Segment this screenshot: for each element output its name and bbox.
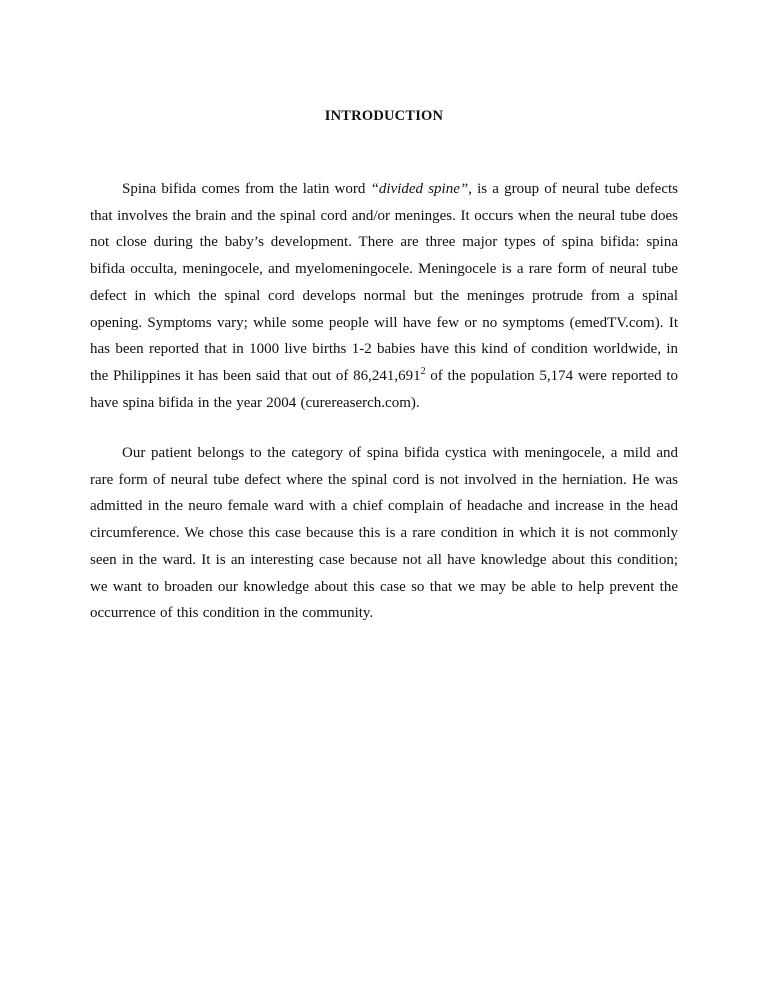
paragraph-intro-tail: of the population 5,174 were reported to have spina bifida in the year 2004 (curereaserch.com). xyxy=(90,367,679,411)
paragraph-intro-lead: Spina bifida comes from the latin word xyxy=(122,181,371,197)
quoted-term: “divided spine”, xyxy=(370,181,472,197)
document-title: INTRODUCTION xyxy=(324,108,444,124)
footnote-superscript: 2 xyxy=(420,365,426,377)
paragraph-intro-body: is a group of neural tube defects that involves the brain and the spinal cord and/or meninges. It occurs when the neural tube does not close during the baby’s development. There are three major types of spina bifida: spina bifida occulta, meningocele, and myelomeningocele. Meningocele is a rare form of neural tube defect in which the spinal cord develops normal but the meninges protrude from a spinal opening. Symptoms vary; while some people will have few or no symptoms (emedTV.com). It has been reported that in 1000 live births 1-2 babies have this kind of condition worldwide, in the Philippines it has been said that out of 86,241,691 xyxy=(90,181,678,384)
paragraph-intro xyxy=(90,176,678,416)
paragraph-patient: Our patient belongs to the category of spina bifida cystica with meningocele, a mild and rare form of neural tube defect where the spinal cord is not involved in the herniation. He was admitted in the neuro female ward with a chief complain of headache and increase in the head circumference. We chose this case because this is a rare condition in which it is not commonly seen in the ward. It is an interesting case because not all have knowledge about this condition; we want to broaden our knowledge about this case so that we may be able to help prevent the occurrence of this condition in the community. xyxy=(90,445,678,622)
